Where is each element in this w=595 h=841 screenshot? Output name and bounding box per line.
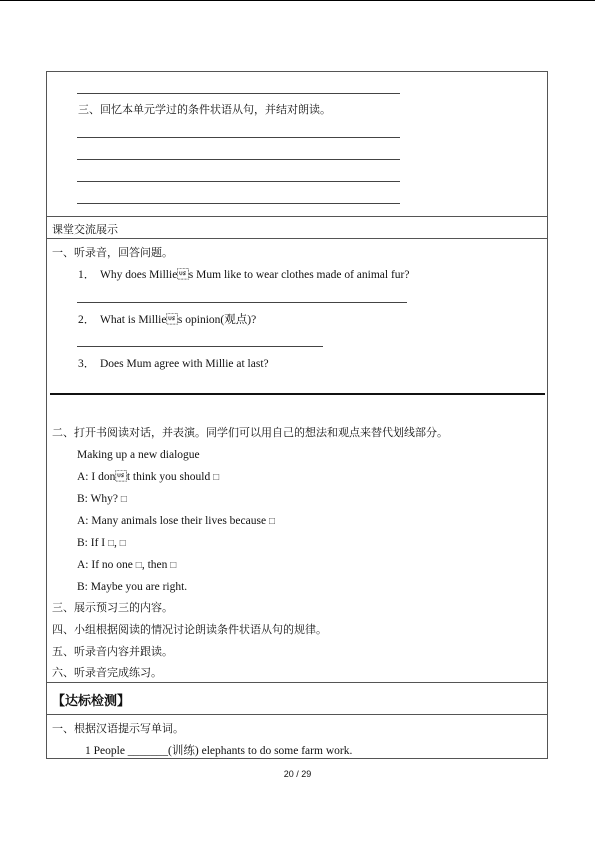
test-heading: 一、根据汉语提示写单词。 [52,722,184,735]
section-divider [50,393,545,395]
step-four: 四、小组根据阅读的情况讨论朗读条件状语从句的规律。 [52,623,327,636]
answer-line [77,93,400,94]
dialogue-text: B: Why? [77,493,118,505]
dialogue-line: B: Maybe you are right. [77,581,188,593]
blank-box: □ [107,538,115,549]
step-three: 三、展示预习三的内容。 [52,601,173,614]
dialogue-text: , [114,537,117,549]
question-text: Does Mum agree with Millie at last? [100,358,269,370]
question-text: Why does Millie s Mum like to wear clothes made of animal fur? [100,269,410,281]
dialogue-line [77,470,219,485]
row-divider [46,238,548,239]
answer-line [77,181,400,182]
page-number: 20 / 29 [283,769,312,779]
question-number: 3． [78,358,96,370]
row-divider [46,216,548,217]
answer-line [77,346,323,347]
listening-heading: 一、听录音，回答问题。 [52,246,173,259]
dialogue-text: B: If I [77,537,106,549]
dialogue-line [77,492,127,507]
blank-box: □ [120,494,127,505]
test-section-title: 【达标检测】 [52,694,131,709]
dialogue-line [77,536,126,551]
blank-box: □ [268,516,275,527]
question-number: 2． [78,314,96,326]
dialogue-text: A: If no one [77,559,133,571]
dialogue-heading: 二、打开书阅读对话，并表演。同学们可以用自己的想法和观点来替代划线部分。 [52,426,448,439]
classroom-title: 课堂交流展示 [52,223,118,236]
test-item: 1 People _______(训练) elephants to do some farm work. [85,745,353,757]
question-text: What is Millie s opinion(观点)? [100,314,257,326]
dialogue-text: , then [141,559,168,571]
page-top-rule [0,0,595,1]
step-five: 五、听录音内容并跟读。 [52,645,173,658]
row-divider [46,682,548,683]
dialogue-line [77,558,176,573]
section-three-heading: 三、回忆本单元学过的条件状语从句，并结对朗读。 [78,103,331,116]
dialogue-line [77,514,275,529]
dialogue-title: Making up a new dialogue [77,449,200,461]
answer-line [77,159,400,160]
dialogue-text: A: Many animals lose their lives because [77,515,267,527]
blank-box: □ [135,560,142,571]
blank-box: □ [213,472,220,483]
question-number: 1． [78,269,96,281]
step-six: 六、听录音完成练习。 [52,666,162,679]
blank-box: □ [119,538,126,549]
answer-line [77,203,400,204]
dialogue-text: A: I don t think you should [77,471,211,483]
blank-box: □ [170,560,177,571]
answer-line [77,302,407,303]
answer-line [77,137,400,138]
row-divider [46,714,548,715]
